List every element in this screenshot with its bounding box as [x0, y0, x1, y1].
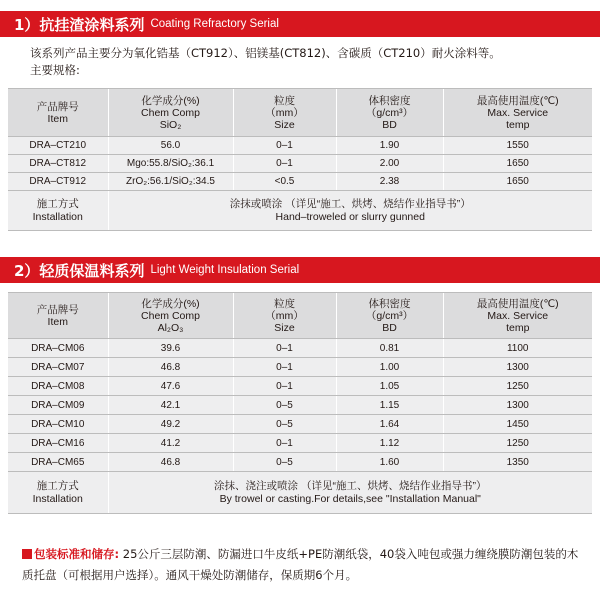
cell-item: DRA–CM65 — [8, 453, 108, 472]
cell-item: DRA–CT210 — [8, 137, 108, 155]
installation-label-en: Installation — [32, 210, 83, 223]
header-temp — [443, 293, 592, 339]
cell-temp: 1250 — [443, 377, 592, 396]
cell-temp: 1650 — [443, 173, 592, 191]
table-row — [8, 434, 592, 453]
header-size-zh: 粒度 — [274, 297, 295, 310]
cell-temp: 1450 — [443, 415, 592, 434]
cell-size: 0–1 — [233, 358, 336, 377]
header-size — [233, 89, 336, 137]
cell-item: DRA–CM09 — [8, 396, 108, 415]
header-chem-en: Chem Comp — [141, 106, 200, 119]
installation-label — [8, 472, 108, 514]
header-item-zh: 产品牌号 — [36, 303, 79, 316]
header-chem-en: Chem Comp — [141, 309, 200, 322]
section1-intro-text: 该系列产品主要分为氧化锆基（CT912）、铝镁基(CT812)、含碳质（CT210）耐火涂料等。 — [30, 46, 501, 60]
table-row — [8, 358, 592, 377]
cell-chem: 56.0 — [108, 137, 233, 155]
cell-chem: Mgo:55.8/SiO₂:36.1 — [108, 155, 233, 173]
header-bd-zh: 体积密度 — [368, 94, 411, 107]
header-bd-unit: （g/cm³） — [365, 106, 414, 119]
table-row — [8, 173, 592, 191]
header-size-unit: （mm） — [265, 309, 304, 322]
header-chem — [108, 89, 233, 137]
header-temp-zh: 最高使用温度(℃) — [476, 297, 559, 310]
section1-spec-table — [8, 88, 592, 231]
cell-size: 0–1 — [233, 137, 336, 155]
cell-chem: 42.1 — [108, 396, 233, 415]
installation-row — [8, 191, 592, 231]
section2-title-en: Light Weight Insulation Serial — [150, 264, 300, 276]
cell-item: DRA–CM08 — [8, 377, 108, 396]
cell-chem: 47.6 — [108, 377, 233, 396]
cell-chem: 39.6 — [108, 339, 233, 358]
header-chem — [108, 293, 233, 339]
header-size — [233, 293, 336, 339]
table-row — [8, 415, 592, 434]
cell-temp: 1550 — [443, 137, 592, 155]
cell-size: 0–1 — [233, 155, 336, 173]
cell-bd: 0.81 — [336, 339, 443, 358]
cell-chem: 46.8 — [108, 358, 233, 377]
installation-text-zh: 涂抹、浇注或喷涂 （详见“施工、烘烤、烧结作业指导书”） — [214, 479, 487, 492]
cell-temp: 1300 — [443, 358, 592, 377]
cell-size: 0–1 — [233, 339, 336, 358]
installation-text-en: Hand–troweled or slurry gunned — [275, 210, 425, 223]
header-size-en: Size — [274, 118, 295, 131]
table-row — [8, 396, 592, 415]
header-chem-formula: Al₂O₃ — [157, 321, 184, 334]
header-bd-en: BD — [382, 118, 397, 131]
header-bd — [336, 293, 443, 339]
header-chem-zh: 化学成分(%) — [141, 297, 200, 310]
square-bullet-icon — [22, 549, 32, 559]
header-bd — [336, 89, 443, 137]
header-bd-unit: （g/cm³） — [365, 309, 414, 322]
header-bd-en: BD — [382, 321, 397, 334]
packing-note — [22, 544, 582, 586]
cell-item: DRA–CM10 — [8, 415, 108, 434]
table-row — [8, 137, 592, 155]
cell-item: DRA–CT812 — [8, 155, 108, 173]
cell-bd: 1.60 — [336, 453, 443, 472]
section2-title-zh: 2）轻质保温料系列 — [14, 261, 145, 280]
header-temp-en2: temp — [506, 118, 530, 131]
cell-size: 0–1 — [233, 377, 336, 396]
header-temp — [443, 89, 592, 137]
table-row — [8, 155, 592, 173]
cell-bd: 1.12 — [336, 434, 443, 453]
table-row — [8, 377, 592, 396]
section1-title-en: Coating Refractory Serial — [150, 18, 279, 30]
installation-label-zh: 施工方式 — [36, 197, 79, 210]
packing-label: 包装标准和储存: — [34, 547, 120, 561]
cell-size: <0.5 — [233, 173, 336, 191]
cell-bd: 1.15 — [336, 396, 443, 415]
header-item-en: Item — [47, 112, 68, 125]
header-chem-zh: 化学成分(%) — [141, 94, 200, 107]
header-item-en: Item — [47, 315, 68, 328]
header-size-en: Size — [274, 321, 295, 334]
cell-item: DRA–CT912 — [8, 173, 108, 191]
cell-chem: 41.2 — [108, 434, 233, 453]
cell-chem: 49.2 — [108, 415, 233, 434]
section1-intro — [30, 45, 501, 79]
cell-size: 0–5 — [233, 396, 336, 415]
cell-bd: 2.00 — [336, 155, 443, 173]
cell-item: DRA–CM06 — [8, 339, 108, 358]
header-temp-en2: temp — [506, 321, 530, 334]
cell-bd: 1.00 — [336, 358, 443, 377]
table-row — [8, 453, 592, 472]
installation-method — [108, 191, 592, 231]
cell-temp: 1100 — [443, 339, 592, 358]
header-temp-en: Max. Service — [487, 106, 549, 119]
installation-label-en: Installation — [32, 492, 83, 505]
header-temp-zh: 最高使用温度(℃) — [476, 94, 559, 107]
section2-header-row — [8, 293, 592, 339]
section1-banner — [0, 11, 600, 37]
header-item — [8, 293, 108, 339]
cell-item: DRA–CM07 — [8, 358, 108, 377]
cell-bd: 1.90 — [336, 137, 443, 155]
cell-temp: 1250 — [443, 434, 592, 453]
cell-temp: 1300 — [443, 396, 592, 415]
installation-row — [8, 472, 592, 514]
cell-temp: 1350 — [443, 453, 592, 472]
packing-text: 25公斤三层防潮、防漏进口牛皮纸+PE防潮纸袋，40袋入吨包或强力缠绕膜防潮包装的木质托盘（可根据用户选择）。通风干燥处防潮储存，保质期6个月。 — [22, 547, 579, 582]
header-chem-formula: SiO₂ — [159, 118, 182, 131]
cell-temp: 1650 — [443, 155, 592, 173]
cell-chem: ZrO₂:56.1/SiO₂:34.5 — [108, 173, 233, 191]
installation-text-en: By trowel or casting.For details,see "Installation Manual" — [219, 492, 481, 505]
cell-size: 0–5 — [233, 415, 336, 434]
cell-item: DRA–CM16 — [8, 434, 108, 453]
header-item-zh: 产品牌号 — [36, 100, 79, 113]
cell-size: 0–5 — [233, 453, 336, 472]
table-row — [8, 339, 592, 358]
section1-header-row — [8, 89, 592, 137]
header-size-unit: （mm） — [265, 106, 304, 119]
section2-spec-table — [8, 292, 592, 514]
cell-bd: 2.38 — [336, 173, 443, 191]
header-bd-zh: 体积密度 — [368, 297, 411, 310]
header-size-zh: 粒度 — [274, 94, 295, 107]
header-temp-en: Max. Service — [487, 309, 549, 322]
cell-size: 0–1 — [233, 434, 336, 453]
cell-bd: 1.64 — [336, 415, 443, 434]
installation-method — [108, 472, 592, 514]
section1-title-zh: 1）抗挂渣涂料系列 — [14, 15, 145, 34]
header-item — [8, 89, 108, 137]
cell-bd: 1.05 — [336, 377, 443, 396]
section1-subtitle: 主要规格: — [30, 63, 80, 77]
installation-label-zh: 施工方式 — [36, 479, 79, 492]
cell-chem: 46.8 — [108, 453, 233, 472]
section2-banner — [0, 257, 600, 283]
installation-label — [8, 191, 108, 231]
installation-text-zh: 涂抹或喷涂 （详见“施工、烘烤、烧结作业指导书”） — [229, 197, 471, 210]
